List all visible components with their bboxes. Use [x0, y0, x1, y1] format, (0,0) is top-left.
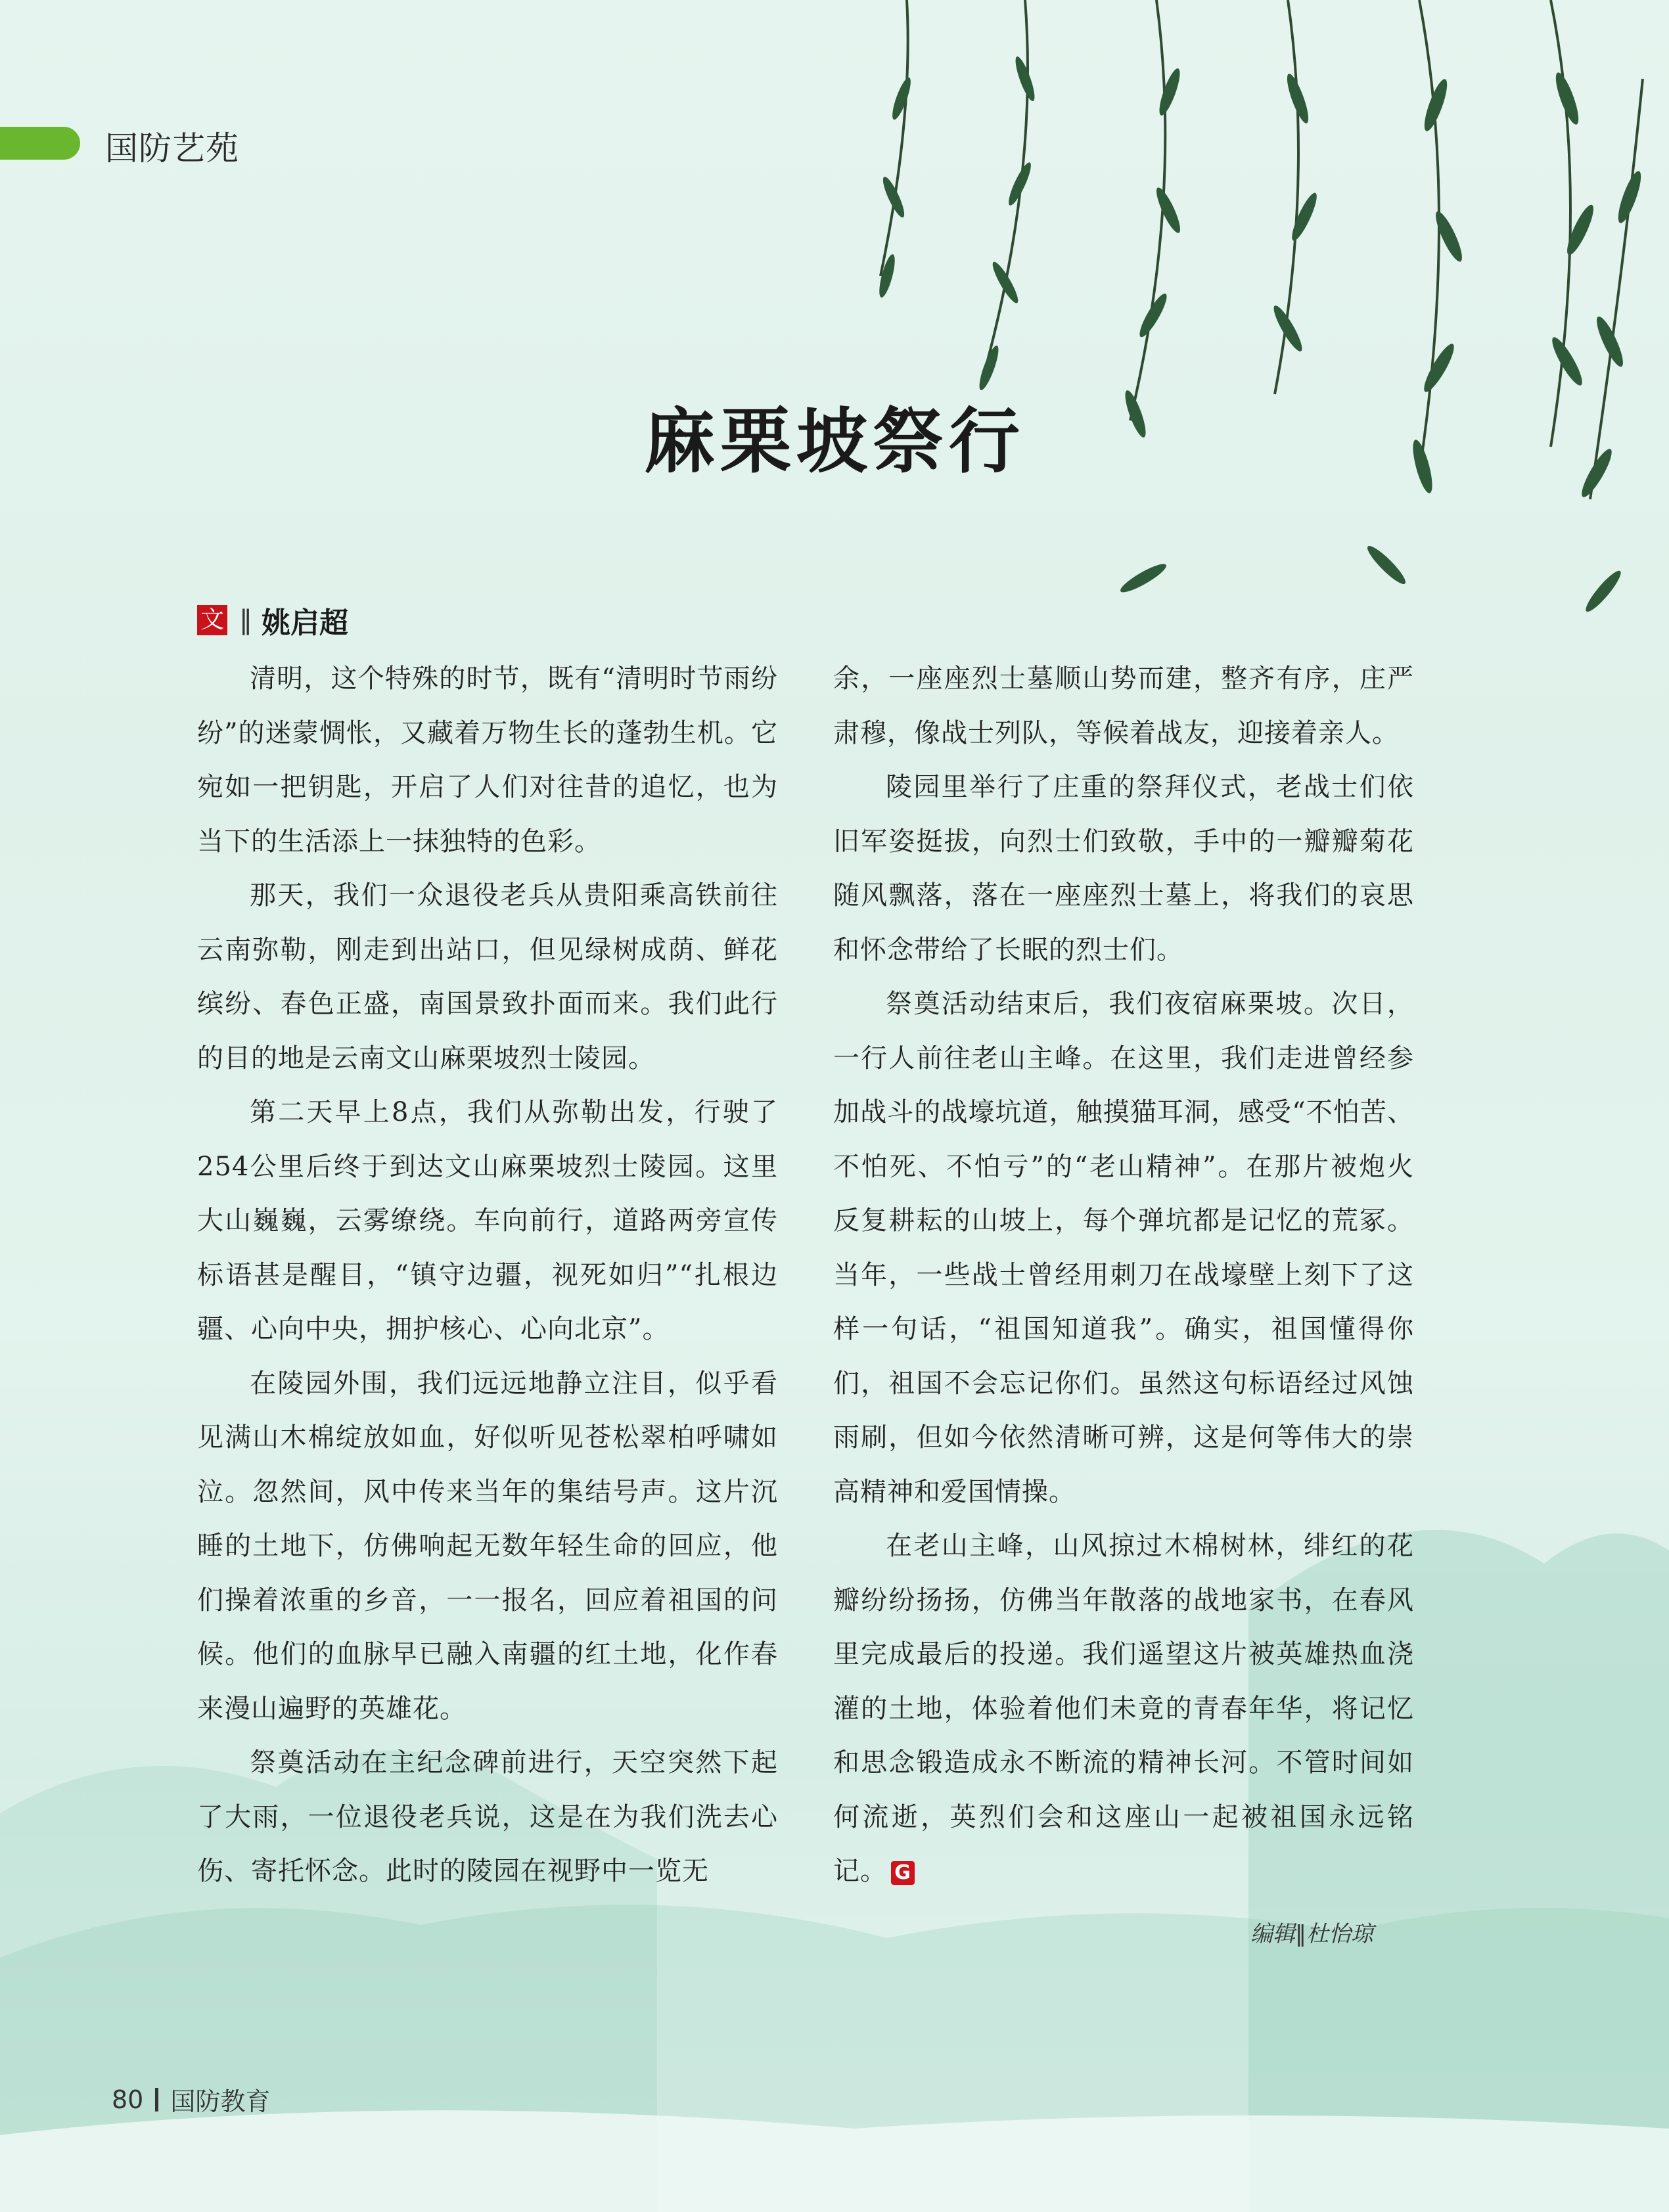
paragraph-continued: 余，一座座烈士墓顺山势而建，整齐有序，庄严肃穆，像战士列队，等候着战友，迎接着亲人。: [833, 664, 1414, 748]
section-color-bar: [0, 127, 80, 160]
page-number: 80: [112, 2085, 144, 2114]
paragraph: 陵园里举行了庄重的祭拜仪式，老战士们依旧军姿挺拔，向烈士们致敬，手中的一瓣瓣菊花随风飘落，落在一座座烈士墓上，将我们的哀思和怀念带给了长眠的烈士们。: [833, 772, 1414, 965]
section-label: 国防艺苑: [105, 129, 239, 168]
paragraph-final: [833, 1519, 1414, 1899]
end-mark-icon: G: [891, 1861, 915, 1885]
editor-credit: [1176, 1916, 1373, 1948]
body-column-right: [833, 652, 1414, 1899]
paragraph-final-text: 在老山主峰，山风掠过木棉树林，绯红的花瓣纷纷扬扬，仿佛当年散落的战地家书，在春风里完成最后的投递。我们遥望这片被英雄热血浇灌的土地，体验着他们未竟的青春年华，将记忆和思念锻造成永不断流的精神长河。不管时间如何流逝，英烈们会和这座山一起被祖国永远铭记。: [833, 1531, 1414, 1886]
body-column-left: [197, 652, 778, 1899]
footer-divider: [155, 2088, 158, 2111]
author-name: 姚启超: [262, 606, 348, 640]
byline-tag: 文: [197, 605, 227, 635]
paragraph: 清明，这个特殊的时节，既有“清明时节雨纷纷”的迷蒙惆怅，又藏着万物生长的蓬勃生机。它宛如一把钥匙，开启了人们对往昔的追忆，也为当下的生活添上一抹独特的色彩。: [197, 664, 778, 857]
willow-leaves-icon: [876, 55, 1645, 615]
paragraph: 祭奠活动结束后，我们夜宿麻栗坡。次日，一行人前往老山主峰。在这里，我们走进曾经参加战斗的战壕坑道，触摸猫耳洞，感受“不怕苦、不怕死、不怕亏”的“老山精神”。在那片被炮火反复耕耘的山坡上，每个弹坑都是记忆的荒冢。当年，一些战士曾经用刺刀在战壕壁上刻下了这样一句话，“祖国知道我”。确实，祖国懂得你们，祖国不会忘记你们。虽然这句标语经过风蚀雨刷，但如今依然清晰可辨，这是何等伟大的崇高精神和爱国情操。: [833, 989, 1414, 1507]
paragraph: 那天，我们一众退役老兵从贵阳乘高铁前往云南弥勒，刚走到出站口，但见绿树成荫、鲜花缤纷、春色正盛，南国景致扑面而来。我们此行的目的地是云南文山麻栗坡烈士陵园。: [197, 880, 778, 1073]
page-footer: [112, 2081, 270, 2117]
article-title: 麻栗坡祭行: [643, 401, 1025, 483]
editor-separator: ‖: [1295, 1921, 1306, 1947]
magazine-name: 国防教育: [170, 2087, 271, 2116]
paragraph: 第二天早上8点，我们从弥勒出发，行驶了254公里后终于到达文山麻栗坡烈士陵园。这里大山巍巍，云雾缭绕。车向前行，道路两旁宣传标语甚是醒目，“镇守边疆，视死如归”“扎根边疆、心向中央，拥护核心、心向北京”。: [197, 1097, 778, 1344]
byline-separator: ‖: [239, 605, 252, 635]
editor-name: 杜怡琼: [1306, 1921, 1373, 1947]
paragraph: 祭奠活动在主纪念碑前进行，天空突然下起了大雨，一位退役老兵说，这是在为我们洗去心伤、寄托怀念。此时的陵园在视野中一览无: [197, 1748, 778, 1886]
editor-label: 编辑: [1250, 1921, 1295, 1947]
paragraph: 在陵园外围，我们远远地静立注目，似乎看见满山木棉绽放如血，好似听见苍松翠柏呼啸如泣。忽然间，风中传来当年的集结号声。这片沉睡的土地下，仿佛响起无数年轻生命的回应，他们操着浓重的乡音，一一报名，回应着祖国的问候。他们的血脉早已融入南疆的红土地，化作春来漫山遍野的英雄花。: [197, 1368, 778, 1724]
byline: [197, 599, 348, 641]
